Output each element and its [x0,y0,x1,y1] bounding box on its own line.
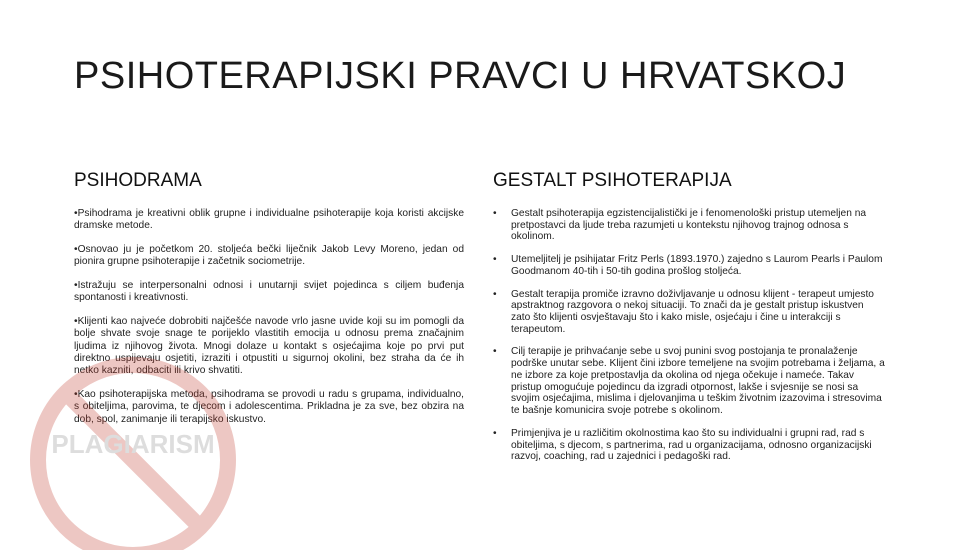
bullet-icon: • [493,427,497,439]
psihodrama-paragraph: •Psihodrama je kreativni oblik grupne i individualne psihoterapije koja koristi akcijske dramske metode. [74,208,464,232]
psihodrama-paragraph: •Osnovao ju je početkom 20. stoljeća bečki liječnik Jakob Levy Moreno, jedan od pionira grupne psihoterapije i začetnik sociometrije. [74,243,464,268]
gestalt-bullet-text: Utemeljitelj je psihijatar Fritz Perls (1893.1970.) zajedno s Laurom Pearls i Paulom Goodmanom 40-tih i 50-tih godina prošlog stoljeća. [511,254,883,277]
gestalt-column [493,170,885,474]
gestalt-bullet-item [493,346,885,416]
psihodrama-paragraph: •Klijenti kao najveće dobrobiti najčešće navode vrlo jasne uvide koji su im pomogli da bolje shvate svoje snage te porijeklo vlastitih emocija u odnosu prema značajnim ljudima iz njihovog života. Mnogi dolaze u kontakt s osjećajima koje po prvi put direktno uspijevaju osjetiti, izraziti i otpustiti u sigurnoj okolini, bez straha da će ih netko kazniti, odbaciti ili krivo shvatiti. [74,315,464,377]
gestalt-bullet-item [493,289,885,336]
gestalt-bullet-item [493,428,885,463]
gestalt-heading: GESTALT PSIHOTERAPIJA [493,170,732,191]
gestalt-bullet-item [493,254,885,277]
gestalt-bullet-text: Gestalt terapija promiče izravno doživljavanje u odnosu klijent - terapeut umjesto apstraktnog razgovora o nekoj situaciji. To znači da je gestalt pristup iskustven zato što klijenti osvještavaju što i kako misle, osjećaju i čine u interakciji s terapeutom. [511,288,874,335]
bullet-icon: • [493,208,497,219]
gestalt-bullet-text: Gestalt psihoterapija egzistencijalistički je i fenomenološki pristup utemeljen na pretpostavci da ljude treba razumjeti u kontekstu njihovog trajnog odnosa s okolinom. [511,208,867,243]
psihodrama-column [74,170,464,437]
psihodrama-paragraph: •Istražuju se interpersonalni odnosi i unutarnji svijet pojedinca s ciljem buđenja spontanosti i kreativnosti. [74,279,464,304]
gestalt-bullet-text: Primjenjiva je u različitim okolnostima kao što su individualni i grupni rad, rad s obiteljima, s djecom, s partnerima, rad u organizacijama, odnosno organizacijski razvoj, coaching, rad u zajednici i pedagoški rad. [511,427,872,463]
bullet-icon: • [493,288,497,300]
gestalt-bullet-text: Cilj terapije je prihvaćanje sebe u svoj punini svog postojanja te pronalaženje podrške unutar sebe. Klijent čini izbore temeljene na svojim potrebama i željama, a ne izbore za koje pretpostavlja da okolina od njega očekuje i nameće. Takav pristup omogućuje pojedincu da izgradi otpornost, lakše i svjesnije se nosi sa svojim osjećajima, mislima i djelovanjima u teškim životnim izazovima i stresovima te bašnje komunicira svoje potrebe s okolinom. [511,346,885,417]
watermark-text: PLAGIARISM [51,429,215,459]
gestalt-bullet-list [493,208,885,463]
slide-title: PSIHOTERAPIJSKI PRAVCI U HRVATSKOJ [74,55,847,97]
psihodrama-paragraph: •Kao psihoterapijska metoda, psihodrama se provodi u radu s grupama, individualno, s obiteljima, parovima, te djecom i adolescentima. Prikladna je za sve, bez obzira na dob, spol, zanimanje ili terapijsko iskustvo. [74,388,464,425]
psihodrama-heading: PSIHODRAMA [74,170,202,191]
bullet-icon: • [493,346,497,358]
gestalt-bullet-item [493,208,885,243]
bullet-icon: • [493,254,497,266]
